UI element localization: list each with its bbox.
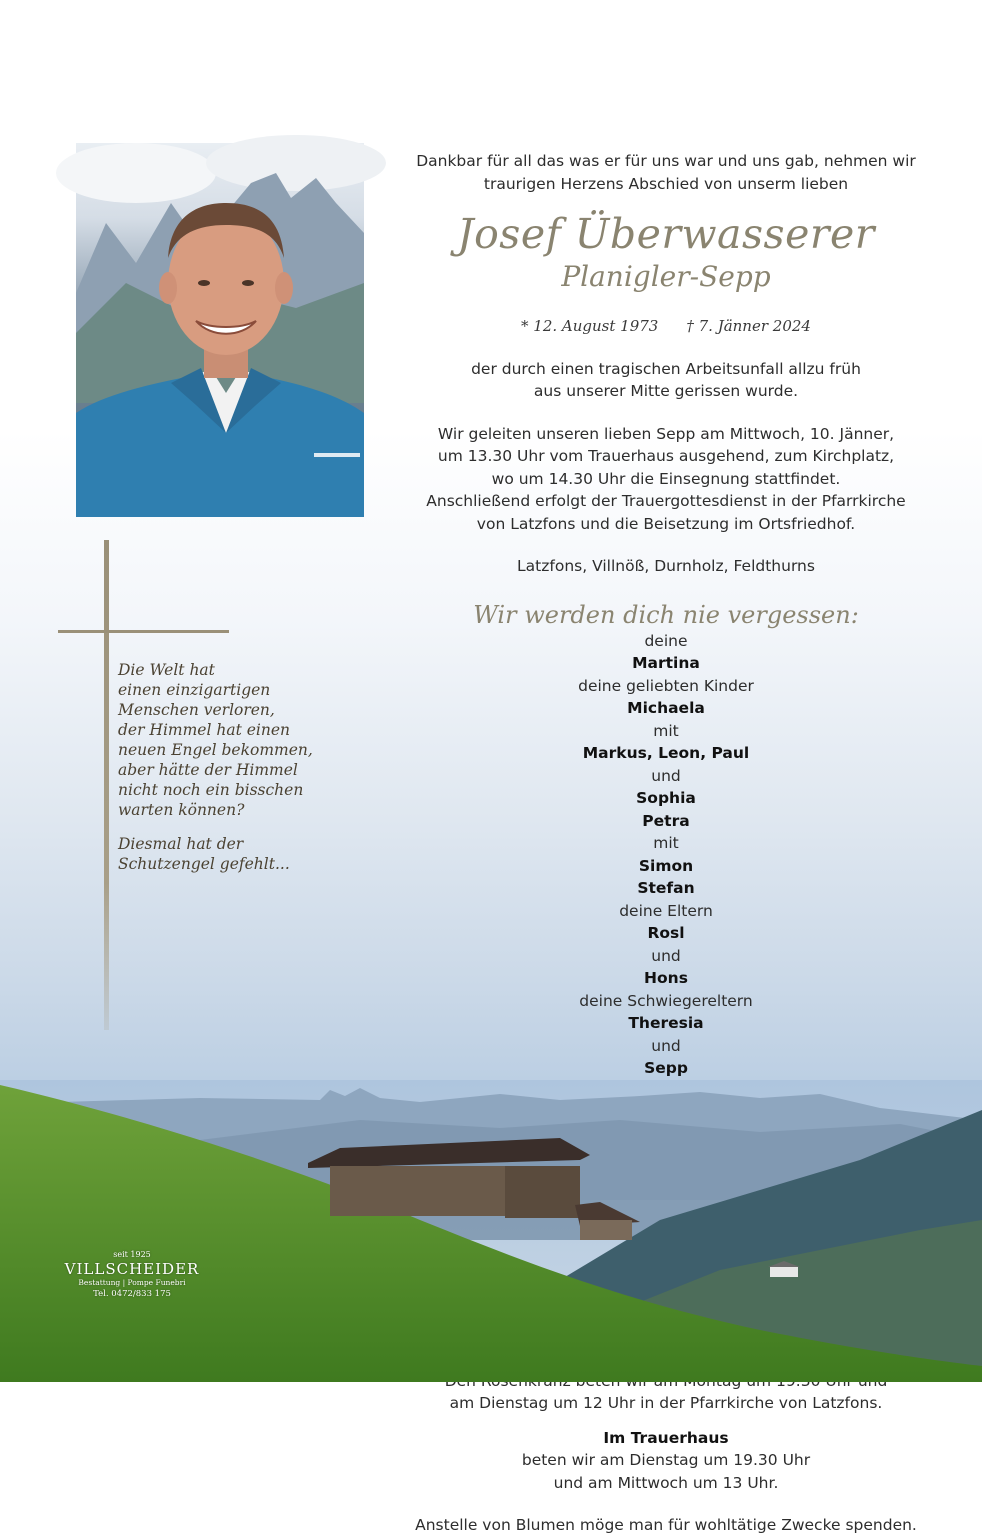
poem-line: der Himmel hat einen xyxy=(118,721,291,739)
poem-line: neuen Engel bekommen, xyxy=(118,741,313,759)
rosary-line: am Dienstag um 12 Uhr in der Pfarrkirche von Latzfons. xyxy=(449,1394,883,1412)
funeral-line: Wir geleiten unseren lieben Sepp am Mittwoch, 10. Jänner, xyxy=(437,424,895,443)
cause-line: der durch einen tragischen Arbeitsunfall allzu früh xyxy=(471,359,861,378)
death-date: † 7. Jänner 2024 xyxy=(686,317,811,335)
logo-phone: Tel. 0472/833 175 xyxy=(93,1289,171,1299)
funeral-line: um 13.30 Uhr vom Trauerhaus ausgehend, zum Kirchplatz, xyxy=(437,447,895,465)
poem xyxy=(118,660,358,888)
poem-line: warten können? xyxy=(118,801,245,819)
family-line: Petra mit Simon xyxy=(638,811,694,875)
intro-text xyxy=(400,150,932,195)
motto-heading: Wir werden dich nie vergessen: xyxy=(473,600,859,629)
intro-line: Dankbar für all das was er für uns war und uns gab, nehmen wir xyxy=(416,152,916,170)
cause-line: aus unserer Mitte gerissen wurde. xyxy=(533,382,799,400)
cross-horizontal xyxy=(58,630,229,633)
poem-line: nicht noch ein bisschen xyxy=(118,781,304,799)
house-line: Im Trauerhaus beten wir am Dienstag um 19.30 Uhr xyxy=(521,1428,811,1469)
poem-line: einen einzigartigen xyxy=(118,681,271,699)
deceased-name: Josef Überwasserer xyxy=(457,210,875,258)
poem-line: Diesmal hat der xyxy=(118,835,244,853)
logo-subtitle: Bestattung | Pompe Funebri xyxy=(78,1278,186,1287)
poem-line: aber hätte der Himmel xyxy=(118,761,298,779)
family-line: deine Schwiegereltern Theresia und Sepp xyxy=(579,991,753,1077)
family-line: deine Martina xyxy=(632,631,700,672)
family-line: Stefan xyxy=(637,879,695,897)
funeral-text xyxy=(400,423,932,536)
house-prayer-text xyxy=(400,1427,932,1495)
poem-line: Menschen verloren, xyxy=(118,701,275,719)
intro-line: traurigen Herzens Abschied von unserm lieben xyxy=(483,174,849,193)
house-line: und am Mittwoch um 13 Uhr. xyxy=(553,1473,779,1492)
logo-since: seit 1925 xyxy=(113,1250,151,1259)
landscape-image xyxy=(0,1080,982,1382)
poem-stanza-2 xyxy=(118,834,358,874)
deceased-nickname: Planigler-Sepp xyxy=(561,260,771,293)
poem-line: Schutzengel gefehlt... xyxy=(118,855,290,873)
funeral-home-logo xyxy=(62,1250,202,1300)
funeral-line: wo um 14.30 Uhr die Einsegnung stattfindet. xyxy=(491,469,841,488)
family-line: Michaela mit Markus, Leon, Paul und Sophia xyxy=(582,699,750,807)
cause-text xyxy=(400,358,932,403)
life-dates xyxy=(400,315,932,338)
poem-line: Die Welt hat xyxy=(118,661,215,679)
portrait-photo xyxy=(76,143,364,517)
flowers-text: Anstelle von Blumen möge man für wohltätige Zwecke spenden. xyxy=(415,1516,917,1534)
cross-vertical xyxy=(104,540,109,1030)
family-line: deine geliebten Kinder xyxy=(578,676,754,695)
birth-date: * 12. August 1973 xyxy=(521,317,659,335)
funeral-line: von Latzfons und die Beisetzung im Ortsfriedhof. xyxy=(476,514,856,533)
logo-brand: VILLSCHEIDER xyxy=(64,1260,200,1278)
funeral-line: Anschließend erfolgt der Trauergottesdienst in der Pfarrkirche xyxy=(426,492,906,510)
places-text: Latzfons, Villnöß, Durnholz, Feldthurns xyxy=(517,557,815,575)
family-line: deine Eltern Rosl und Hons xyxy=(619,901,713,987)
poem-stanza-1 xyxy=(118,660,358,820)
